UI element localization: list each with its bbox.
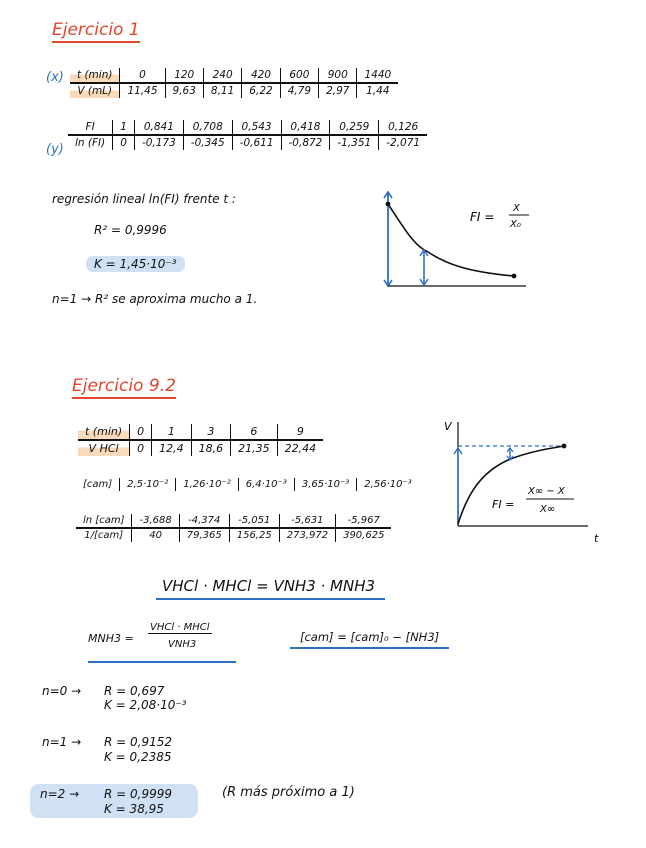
ex2-equation-cam: [cam] = [cam]₀ − [NH3]: [290, 630, 449, 649]
table-cell: 9,63: [165, 83, 203, 98]
table-cell: 2,56·10⁻³: [357, 478, 419, 491]
table-cell: 0,841: [134, 120, 183, 135]
table-cell: ln [cam]: [76, 514, 132, 528]
table-cell: -0,345: [183, 135, 232, 150]
table-cell: 120: [165, 68, 203, 83]
table-cell: -5,051: [229, 514, 279, 528]
table-cell: 0,708: [183, 120, 232, 135]
table-cell: 0,126: [379, 120, 427, 135]
ex2-n1-k: K = 0,2385: [104, 750, 172, 764]
ex2-graph-formula-left: FI =: [492, 498, 515, 511]
table-cell: -5,631: [279, 514, 335, 528]
table-cell: 21,35: [231, 440, 278, 456]
table-cell: 1: [113, 120, 135, 135]
ex1-graph-end-point: [512, 274, 517, 279]
table-cell: 6,22: [242, 83, 280, 98]
table-cell: -0,872: [281, 135, 330, 150]
table-cell: 0,543: [232, 120, 281, 135]
table-cell: 1440: [357, 68, 398, 83]
ex2-n2-note: (R más próximo a 1): [222, 785, 355, 800]
table-cell: 1/[cam]: [84, 530, 124, 541]
table-cell: 0,418: [281, 120, 330, 135]
ex2-equation-m: [88, 622, 236, 663]
ex1-y-label: (y): [46, 142, 64, 157]
ex2-table-1: [78, 424, 323, 456]
table-cell: [cam]: [83, 479, 113, 490]
ex1-regression-text: regresión lineal ln(FI) frente t :: [52, 192, 236, 206]
ex2-equation-m-left: MNH3 =: [88, 632, 134, 645]
ex2-t1-header: V HCl: [78, 440, 130, 456]
ex1-conclusion: n=1 → R² se aproxima mucho a 1.: [52, 292, 258, 306]
ex1-t1-header: V (mL): [70, 83, 120, 98]
ex1-graph-curve: [388, 204, 514, 276]
ex1-title: Ejercicio 1: [52, 20, 140, 43]
table-cell: 0,259: [330, 120, 379, 135]
ex1-t1-header: t (min): [70, 68, 120, 83]
ex1-r2: R² = 0,9996: [94, 223, 167, 237]
table-cell: 6: [231, 424, 278, 440]
ex2-growth-graph: [438, 414, 608, 546]
ex1-graph-formula-den: X₀: [510, 219, 521, 230]
ex2-graph-v-label: V: [444, 420, 452, 433]
table-cell: 79,365: [179, 528, 229, 542]
ex1-x-label: (x): [46, 70, 64, 85]
ex2-n1-label: n=1 →: [42, 735, 82, 749]
table-cell: 156,25: [229, 528, 279, 542]
table-cell: 390,625: [336, 528, 392, 542]
table-cell: -1,351: [330, 135, 379, 150]
ex2-equation-m-num: VHCl · MHCl: [150, 622, 210, 633]
table-cell: -3,688: [132, 514, 179, 528]
table-cell: 240: [203, 68, 241, 83]
table-cell: 420: [242, 68, 280, 83]
ex2-n0-k: K = 2,08·10⁻³: [104, 698, 187, 712]
table-cell: -4,374: [179, 514, 229, 528]
ex2-n2-k: K = 38,95: [104, 802, 164, 816]
ex2-equation-main: VHCl · MHCl = VNH3 · MNH3: [156, 577, 385, 600]
ex2-t1-header: t (min): [78, 424, 130, 440]
table-cell: 1,26·10⁻²: [176, 478, 238, 491]
table-cell: -0,611: [232, 135, 281, 150]
ex2-n1-r: R = 0,9152: [104, 735, 173, 749]
ex2-equation-m-den: VNH3: [168, 639, 197, 650]
table-cell: 0: [130, 440, 152, 456]
table-cell: 2,97: [319, 83, 357, 98]
ex1-graph-formula-num: X: [513, 203, 520, 214]
ex2-n0-label: n=0 →: [42, 684, 82, 698]
ex1-table-1: [70, 68, 398, 98]
table-cell: 600: [280, 68, 318, 83]
table-cell: 22,44: [277, 440, 323, 456]
table-cell: 8,11: [203, 83, 241, 98]
table-cell: 1,44: [357, 83, 398, 98]
table-cell: 0: [130, 424, 152, 440]
table-cell: -5,967: [336, 514, 392, 528]
table-cell: 40: [132, 528, 179, 542]
table-cell: 12,4: [152, 440, 192, 456]
table-cell: 18,6: [191, 440, 231, 456]
ex2-table-2: [76, 514, 391, 542]
table-cell: 6,4·10⁻³: [238, 478, 294, 491]
table-cell: -0,173: [134, 135, 183, 150]
ex2-graph-formula-den: X∞: [540, 504, 556, 515]
table-cell: 0: [120, 68, 165, 83]
ex2-table-cam: [76, 478, 419, 491]
ex1-graph-start-point: [386, 202, 391, 207]
ex2-n2-label: n=2 →: [40, 787, 80, 801]
table-cell: 11,45: [120, 83, 165, 98]
ex2-n2-r: R = 0,9999: [104, 787, 173, 801]
ex1-graph-formula-left: FI =: [470, 210, 495, 224]
ex2-graph-end-point: [562, 444, 567, 449]
table-cell: FI: [68, 120, 113, 135]
table-cell: 1: [152, 424, 192, 440]
ex1-table-2: [68, 120, 427, 150]
table-cell: 900: [319, 68, 357, 83]
table-cell: 9: [277, 424, 323, 440]
table-cell: 2,5·10⁻²: [120, 478, 176, 491]
ex2-graph-formula-num: X∞ − X: [528, 486, 565, 497]
ex2-graph-t-label: t: [594, 532, 599, 545]
table-cell: -2,071: [379, 135, 427, 150]
table-cell: 3,65·10⁻³: [294, 478, 356, 491]
ex1-k: K = 1,45·10⁻³: [86, 256, 185, 272]
table-cell: 273,972: [279, 528, 335, 542]
table-cell: 4,79: [280, 83, 318, 98]
ex1-decay-graph: [376, 188, 572, 294]
table-cell: 0: [113, 135, 135, 150]
table-cell: 3: [191, 424, 231, 440]
table-cell: ln (FI): [75, 137, 106, 149]
ex2-title: Ejercicio 9.2: [72, 376, 176, 399]
ex2-n0-r: R = 0,697: [104, 684, 165, 698]
